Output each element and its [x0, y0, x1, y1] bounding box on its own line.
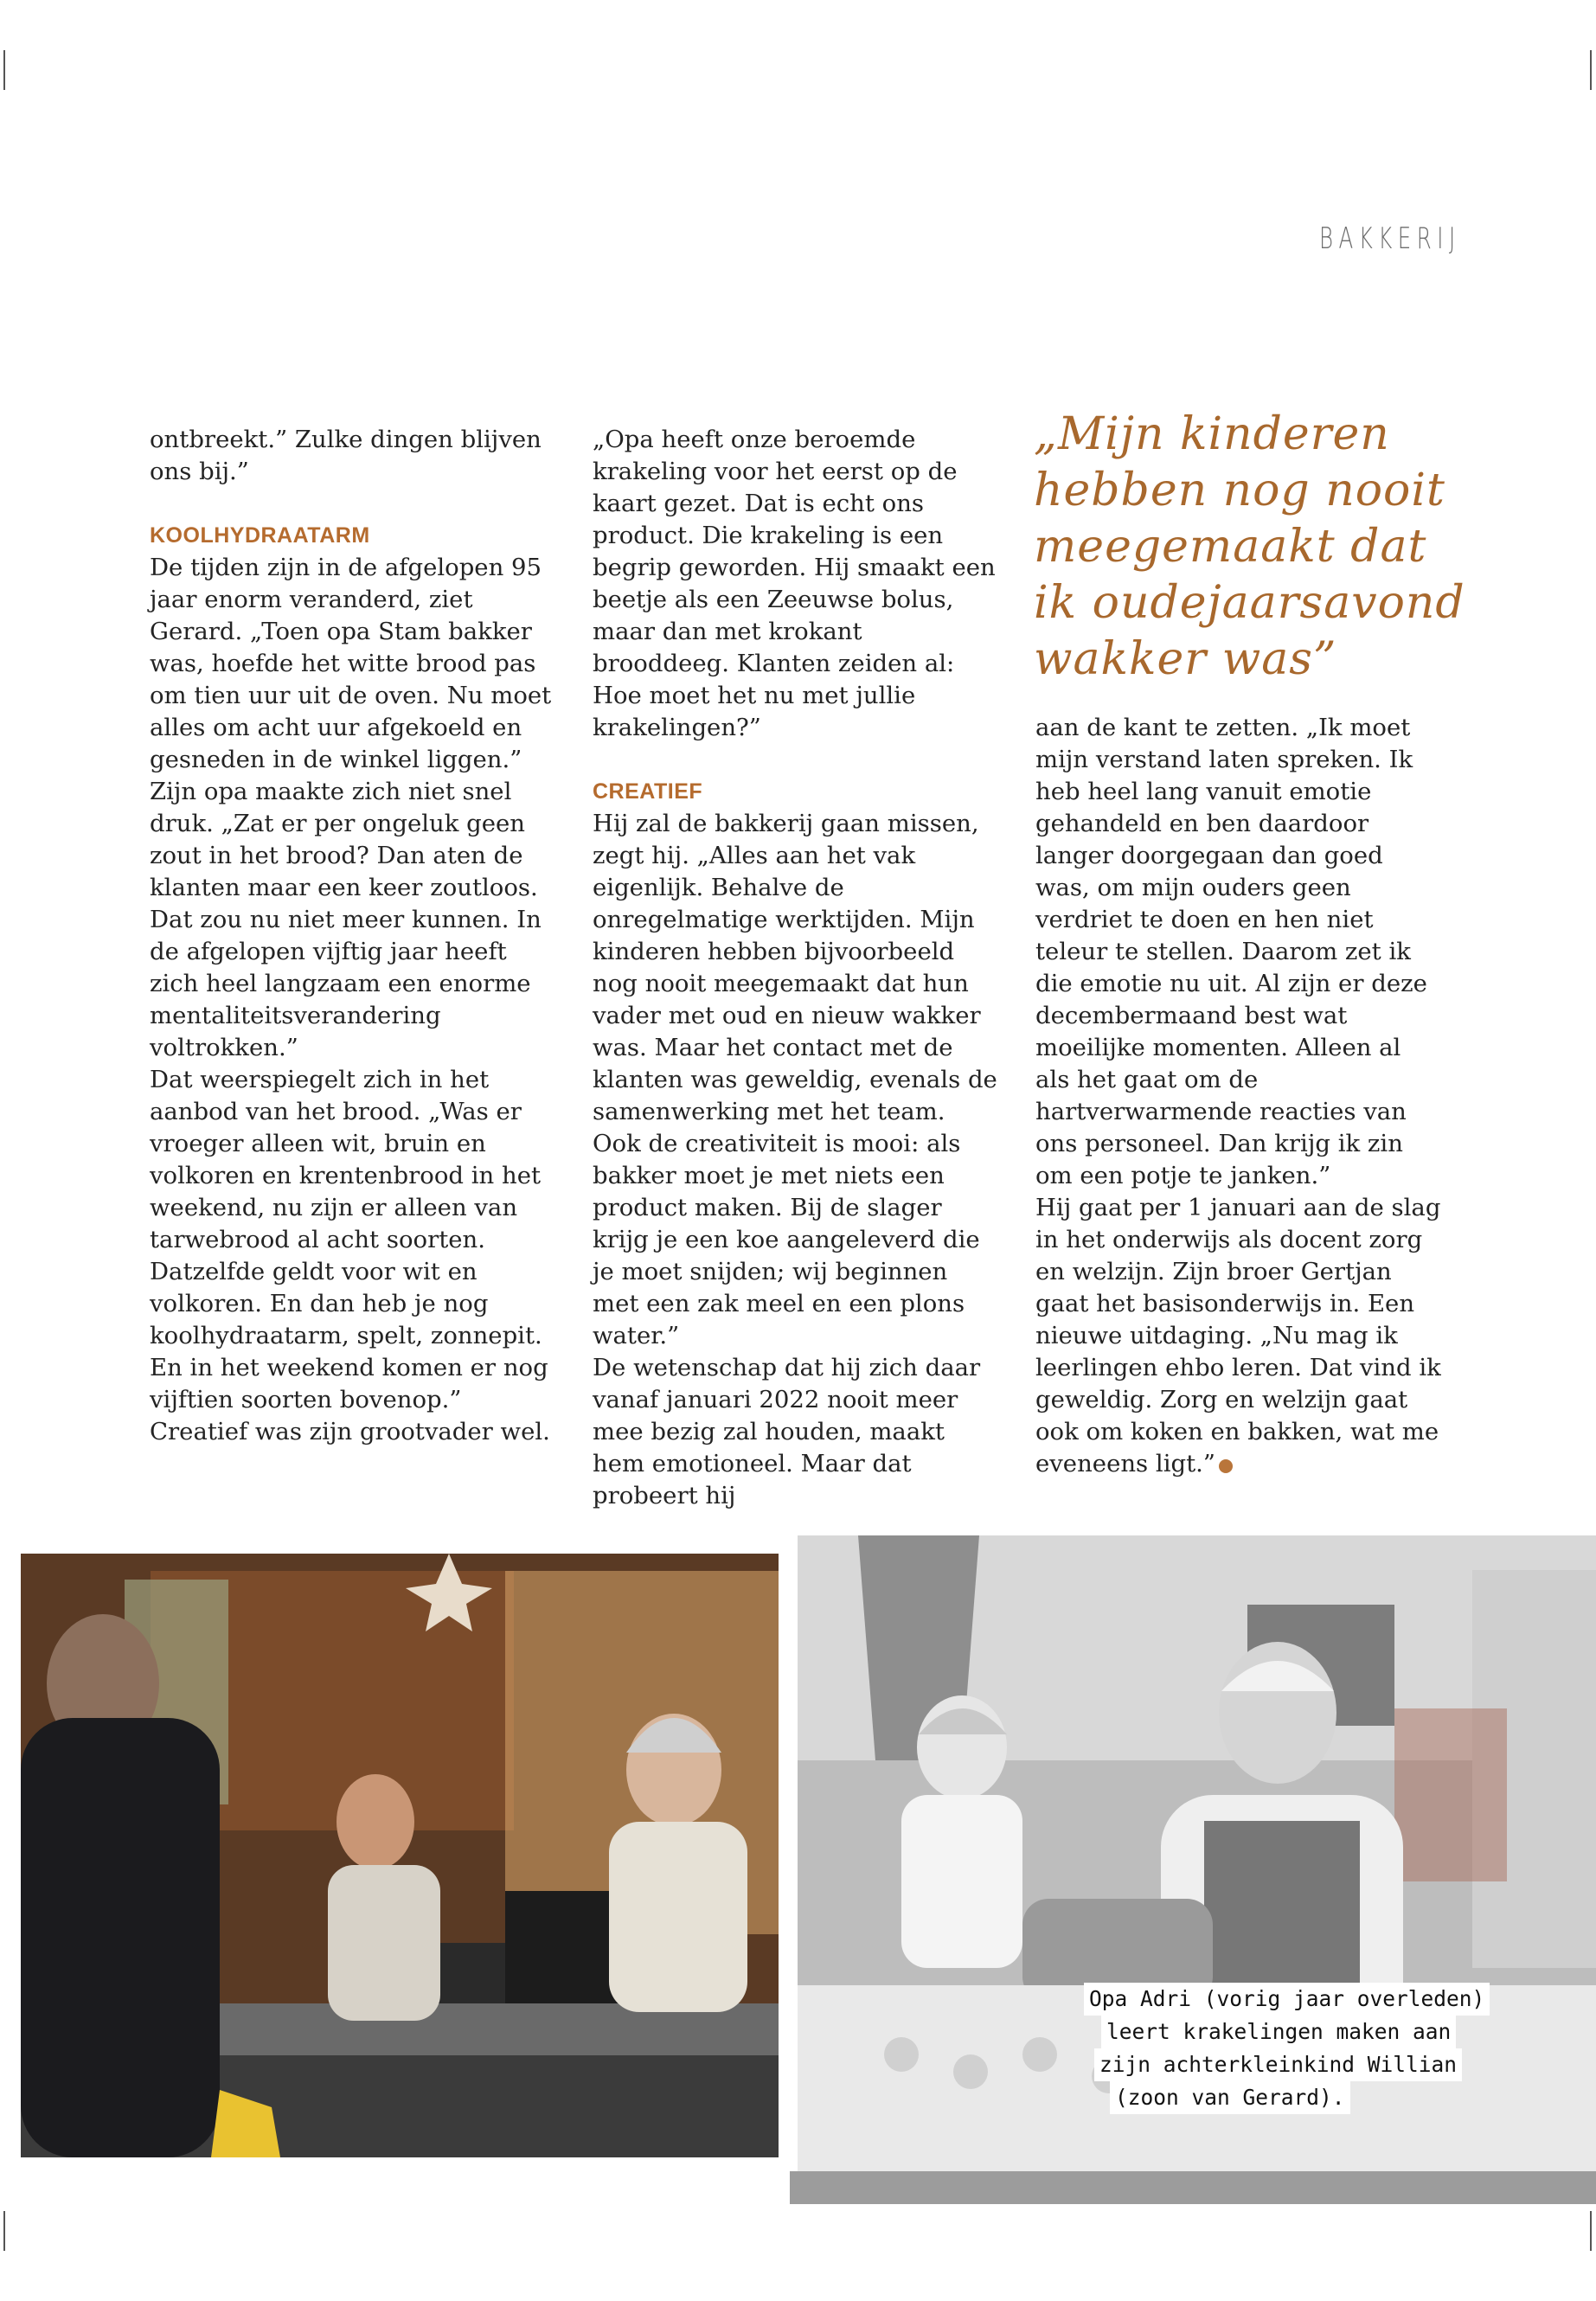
- caption-line: (zoon van Gerard).: [1110, 2081, 1350, 2114]
- subheading: CREATIEF: [593, 779, 703, 804]
- paragraph: ontbreekt.” Zulke dingen blijven ons bij.”: [150, 426, 542, 485]
- pull-quote: „Mijn kinderen hebben nog nooit meegemaakt dat ik oudejaarsavond wakker was”: [1034, 408, 1465, 685]
- bakery-counter-illustration: [21, 1554, 779, 2157]
- caption-line: zijn achterkleinkind Willian: [1094, 2048, 1462, 2081]
- photo-frame-strip: [790, 2171, 1596, 2204]
- crop-mark-bottom-right: [1590, 2211, 1592, 2251]
- paragraph: Hij gaat per 1 januari aan de slag in het onderwijs als docent zorg en welzijn. Zijn broer Gertjan gaat het basisonderwijs in. Een nieuwe uitdaging. „Nu mag ik leerlingen ehbo leren. Dat vind ik geweldig. Zorg en welzijn gaat ook om koken en bakken, wat me eveneens ligt.”: [1035, 1194, 1441, 1477]
- caption-line: leert krakelingen maken aan: [1101, 2016, 1456, 2048]
- paragraph: Dat weerspiegelt zich in het aanbod van het brood. „Was er vroeger alleen wit, bruin en volkoren en krentenbrood in het weekend, nu zijn er alleen van tarwebrood al acht soorten. Datzelfde geldt voor wit en volkoren. En dan heb je nog koolhydraatarm, spelt, zonnepit. En in het weekend komen er nog vijftien soorten bovenop.”: [150, 1066, 548, 1413]
- subheading: KOOLHYDRAATARM: [150, 523, 370, 548]
- caption-line: Opa Adri (vorig jaar overleden): [1084, 1983, 1490, 2016]
- paragraph: „Opa heeft onze beroemde krakeling voor het eerst op de kaart gezet. Dat is echt ons product. Die krakeling is een begrip geworden. Hij smaakt een beetje als een Zeeuwse bolus, maar dan met krokant brooddeeg. Klanten zeiden al: Hoe moet het nu met jullie krakelingen?”: [593, 426, 996, 741]
- article-column-2: [593, 424, 999, 1512]
- paragraph: De tijden zijn in de afgelopen 95 jaar enorm veranderd, ziet Gerard. „Toen opa Stam bakker was, hoefde het witte brood pas om tien uur uit de oven. Nu moet alles om acht uur afgekoeld en gesneden in de winkel liggen.”: [150, 554, 552, 773]
- photo-caption: [1084, 1983, 1490, 2114]
- paragraph: Zijn opa maakte zich niet snel druk. „Zat er per ongeluk geen zout in het brood? Dan aten de klanten maar een keer zoutloos. Dat zou nu niet meer kunnen. In de afgelopen vijftig jaar heeft zich heel langzaam een enorme mentaliteitsverandering voltrokken.”: [150, 778, 542, 1061]
- paragraph: Creatief was zijn grootvader wel.: [150, 1418, 550, 1445]
- article-column-1: [150, 424, 556, 1448]
- article-column-3: [1035, 712, 1442, 1480]
- bakery-counter-photo: [21, 1554, 779, 2157]
- crop-mark-bottom-left: [3, 2211, 5, 2251]
- end-mark-icon: [1219, 1459, 1233, 1473]
- crop-mark-top-left: [3, 50, 5, 90]
- paragraph: Hij zal de bakkerij gaan missen, zegt hij. „Alles aan het vak eigenlijk. Behalve de onregelmatige werktijden. Mijn kinderen hebben bijvoorbeeld nog nooit meegemaakt dat hun vader met oud en nieuw wakker was. Maar het contact met de klanten was geweldig, evenals de samenwerking met het team. Ook de creativiteit is mooi: als bakker moet je met niets een product maken. Bij de slager krijg je een koe aangeleverd die je moet snijden; wij beginnen met een zak meel en een plons water.”: [593, 810, 997, 1349]
- paragraph: aan de kant te zetten. „Ik moet mijn verstand laten spreken. Ik heb heel lang vanuit emotie gehandeld en ben daardoor langer doorgegaan dan goed was, om mijn ouders geen verdriet te doen en hen niet teleur te stellen. Daarom zet ik die emotie nu uit. Al zijn er deze decembermaand best wat moeilijke momenten. Alleen al als het gaat om de hartverwarmende reacties van ons personeel. Dan krijg ik zin om een potje te janken.”: [1035, 714, 1427, 1189]
- section-label: BAKKERIJ: [1319, 221, 1461, 256]
- paragraph: De wetenschap dat hij zich daar vanaf januari 2022 nooit meer mee bezig zal houden, maakt hem emotioneel. Maar dat probeert hij: [593, 1354, 981, 1509]
- crop-mark-top-right: [1590, 50, 1592, 90]
